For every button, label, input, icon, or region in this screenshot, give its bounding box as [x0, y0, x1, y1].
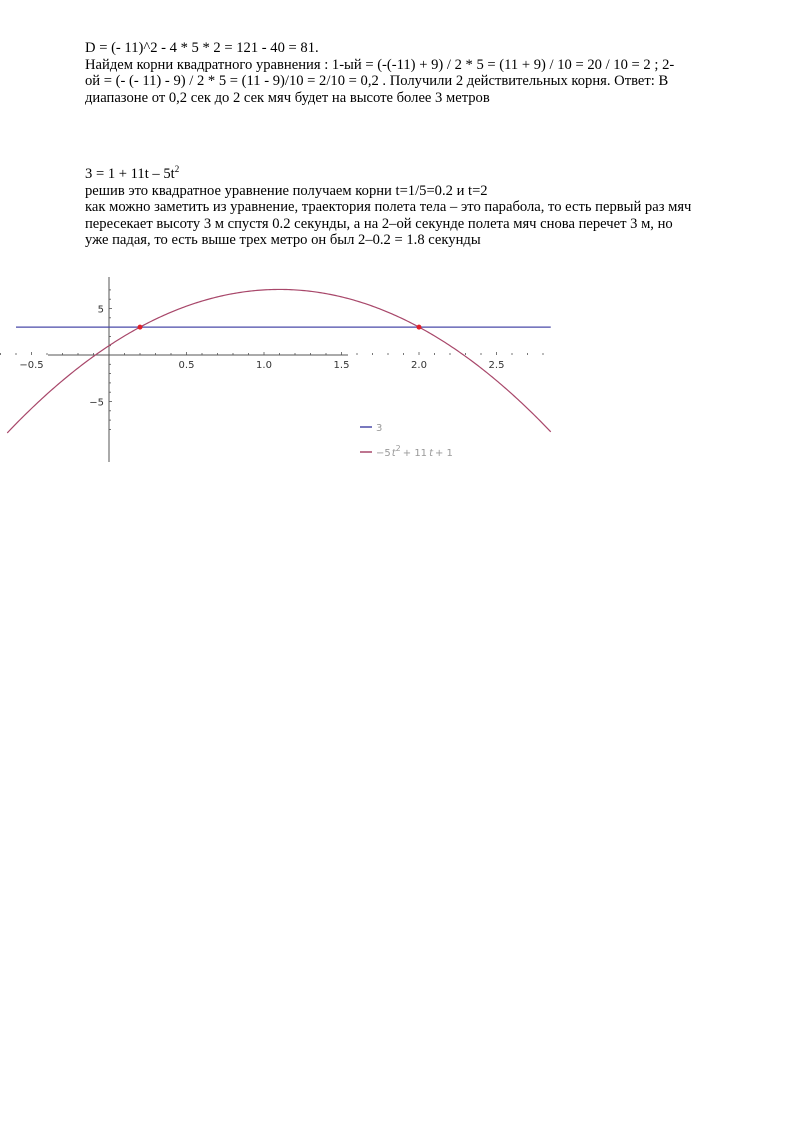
series-line-parabola [7, 289, 551, 432]
legend-label-parabola: $-5t^2 + 11$ t + 1 [376, 444, 453, 459]
plot-area [1, 277, 551, 462]
parabola-plot [19, 272, 505, 467]
x-tick-label: 2.0 [411, 360, 427, 371]
equation-exponent: 2 [174, 164, 180, 175]
equation-line [85, 166, 765, 183]
solution-block-graph [85, 166, 765, 249]
legend-label-3: 3 [376, 423, 383, 434]
x-tick-label: 0.5 [178, 360, 195, 371]
equation-text: 3 = 1 + 11t – 5t [85, 166, 175, 182]
y-tick-label: 5 [97, 304, 104, 316]
text-line: диапазоне от 0,2 сек до 2 сек мяч будет на высоте более 3 метров [85, 89, 490, 106]
intersection-point [138, 325, 143, 330]
solution-block-discriminant [85, 40, 745, 106]
legend [360, 423, 453, 459]
x-tick-label: −0.5 [19, 360, 44, 371]
x-tick-label: 1.5 [333, 360, 350, 371]
x-tick-label: 1.0 [256, 360, 272, 371]
y-tick-label: −5 [89, 397, 104, 409]
text-line: уже падая, то есть выше трех метро он был 2–0.2 = 1.8 секунды [85, 232, 481, 248]
text-line: пересекает высоту 3 м спустя 0.2 секунды, а на 2–ой секунде полета мяч снова перечет 3 м, но [85, 215, 673, 232]
text-line: D = (- 11)^2 - 4 * 5 * 2 = 121 - 40 = 81. [85, 40, 319, 56]
text-line: ой = (- (- 11) - 9) / 2 * 5 = (11 - 9)/10 = 2/10 = 0,2 . Получили 2 действительных корня. Ответ: В [85, 73, 669, 89]
text-line: Найдем корни квадратного уравнения : 1-ый = (-(-11) + 9) / 2 * 5 = (11 + 9) / 10 = 20 / 10 = 2 ; 2- [85, 56, 675, 73]
x-tick-label: 2.5 [488, 360, 505, 371]
text-line: решив это квадратное уравнение получаем корни t=1/5=0.2 и t=2 [85, 182, 488, 199]
intersection-point [417, 325, 422, 330]
text-line: как можно заметить из уравнение, траектория полета тела – это парабола, то есть первый раз мяч [85, 199, 692, 215]
